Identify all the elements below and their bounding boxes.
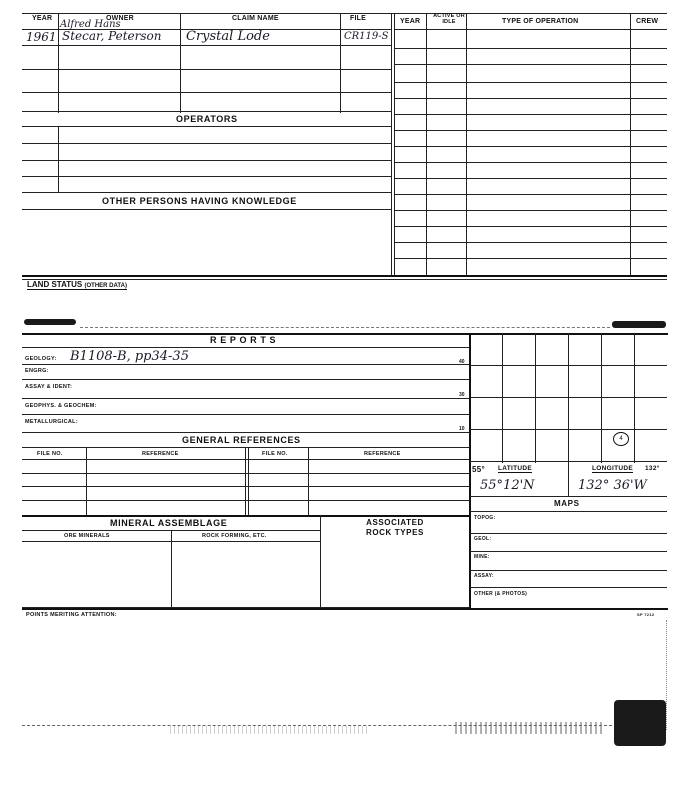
report-label-geology: GEOLOGY: — [25, 356, 57, 362]
report-label-assay: ASSAY & IDENT: — [25, 384, 73, 390]
ref-header-reference-2: REFERENCE — [364, 451, 401, 457]
rock-forming-header: ROCK FORMING, ETC. — [202, 533, 267, 539]
longitude-value: 132° 36'W — [578, 478, 647, 493]
latitude-label: LATITUDE — [498, 465, 533, 472]
general-references-heading: GENERAL REFERENCES — [182, 435, 301, 445]
scan-noise-bottom — [170, 726, 370, 734]
scan-noise-bottom-right — [455, 722, 605, 734]
report-label-geophys: GEOPHYS. & GEOCHEM: — [25, 403, 97, 409]
claim-name: Crystal Lode — [186, 29, 270, 44]
col-header-type-of-operation: TYPE OF OPERATION — [502, 18, 579, 25]
col-header-owner: OWNER — [106, 15, 134, 22]
latitude-prefix: 55° — [472, 465, 485, 474]
ore-minerals-header: ORE MINERALS — [64, 533, 110, 539]
associated-rock-types-heading: ASSOCIATED ROCK TYPES — [365, 518, 424, 537]
col-header-ops-year: YEAR — [400, 18, 421, 25]
claim-file: CR119-S — [344, 31, 389, 42]
report-value-geology: B1108-B, pp34-35 — [70, 349, 189, 364]
map-assay: ASSAY: — [474, 573, 494, 579]
report-label-engrg: ENGRG: — [25, 368, 49, 374]
report-scale-30: 30 — [459, 392, 465, 398]
col-header-year: YEAR — [32, 15, 53, 22]
map-topog: TOPOG: — [474, 515, 496, 521]
report-label-metallurgical: METALLURGICAL: — [25, 419, 78, 425]
claim-year: 1961 — [26, 30, 57, 44]
ref-header-file-no-2: FILE NO. — [262, 451, 288, 457]
report-scale-10: 10 — [459, 426, 465, 432]
land-status-label — [27, 280, 127, 290]
claim-owner: Stecar, Peterson — [62, 29, 162, 43]
owner-first-names: Alfred Hans — [60, 19, 121, 30]
mineral-assemblage-heading: MINERAL ASSEMBLAGE — [110, 518, 228, 528]
report-scale-40: 40 — [459, 359, 465, 365]
operators-heading: OPERATORS — [176, 114, 238, 124]
col-header-active-idle: ACTIVE OR IDLE — [433, 13, 465, 25]
map-mine: MINE: — [474, 554, 490, 560]
other-persons-heading: OTHER PERSONS HAVING KNOWLEDGE — [102, 196, 297, 206]
map-other-photos: OTHER (& PHOTOS) — [474, 591, 528, 597]
map-geol: GEOL: — [474, 536, 492, 542]
reports-heading: R E P O R T S — [210, 335, 277, 345]
separator-mark-right — [612, 321, 666, 328]
corner-dark-mark — [614, 700, 666, 746]
separator-mark-left — [24, 319, 76, 325]
longitude-label: LONGITUDE — [592, 465, 633, 472]
ref-header-reference-1: REFERENCE — [142, 451, 179, 457]
land-status-sub: (OTHER DATA) — [84, 283, 127, 289]
col-header-file: FILE — [350, 15, 366, 22]
col-header-claim-name: CLAIM NAME — [232, 15, 279, 22]
latitude-value: 55°12'N — [480, 478, 535, 493]
col-header-crew: CREW — [636, 18, 659, 25]
grid-marker-circle — [613, 432, 629, 446]
points-meriting-attention-label: POINTS MERITING ATTENTION: — [26, 612, 117, 618]
grid-marker-text: 4 — [619, 436, 623, 442]
form-code: SP 7212 — [637, 612, 655, 617]
maps-heading: MAPS — [554, 499, 580, 508]
longitude-suffix: 132° — [645, 465, 660, 472]
land-status-title: LAND STATUS — [27, 280, 83, 289]
ref-header-file-no-1: FILE NO. — [37, 451, 63, 457]
